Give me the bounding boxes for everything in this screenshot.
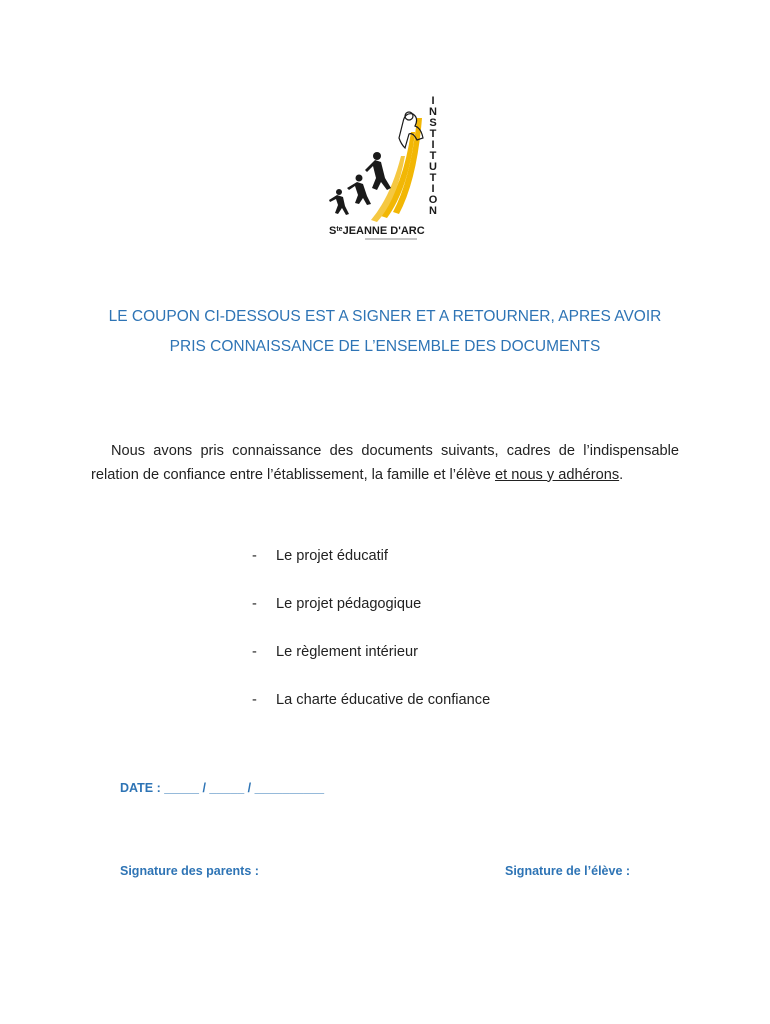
svg-text:T: T bbox=[429, 128, 437, 140]
svg-text:I: I bbox=[431, 139, 435, 151]
svg-text:O: O bbox=[428, 194, 438, 206]
title-line-1: LE COUPON CI-DESSOUS EST A SIGNER ET A RETOURNER, APRES AVOIR bbox=[108, 308, 662, 325]
list-item bbox=[252, 644, 490, 692]
paragraph-underlined: et nous y adhérons bbox=[494, 466, 620, 483]
institution-logo bbox=[325, 92, 443, 244]
svg-text:T: T bbox=[429, 150, 437, 162]
svg-text:N: N bbox=[429, 106, 437, 118]
list-bullet: - bbox=[252, 644, 257, 660]
list-bullet: - bbox=[252, 692, 257, 708]
list-item bbox=[252, 692, 490, 740]
title-line-2: PRIS CONNAISSANCE DE L’ENSEMBLE DES DOCUMENTS bbox=[169, 338, 601, 355]
logo-name-text: $S^{te}JEANNE$ D'ARC bbox=[329, 225, 425, 237]
list-item bbox=[252, 596, 490, 644]
svg-text:S: S bbox=[429, 117, 437, 129]
paragraph-text: Nous avons pris connaissance des documents suivants, cadres de l’indispensable relation de confiance entre l’établissement, la famille et l’élève bbox=[91, 443, 679, 483]
svg-text:I: I bbox=[431, 183, 435, 195]
list-item-label: Le projet pédagogique bbox=[276, 596, 422, 612]
list-bullet: - bbox=[252, 548, 257, 564]
svg-text:U: U bbox=[429, 161, 437, 173]
signature-parents-label: Signature des parents : bbox=[120, 864, 259, 878]
documents-list bbox=[252, 548, 490, 740]
svg-text:T: T bbox=[429, 172, 437, 184]
logo-vertical-text bbox=[429, 95, 438, 217]
svg-text:I: I bbox=[431, 95, 435, 107]
list-item-label: Le projet éducatif bbox=[276, 548, 388, 564]
list-item-label: La charte éducative de confiance bbox=[276, 692, 491, 708]
intro-paragraph bbox=[91, 440, 679, 487]
svg-text:N: N bbox=[429, 205, 437, 217]
list-bullet: - bbox=[252, 596, 257, 612]
document-title bbox=[60, 302, 710, 362]
list-item-label: Le règlement intérieur bbox=[276, 644, 418, 660]
date-field[interactable]: DATE : _____ / _____ / __________ bbox=[120, 781, 325, 795]
list-item bbox=[252, 548, 490, 596]
paragraph-end: . bbox=[619, 466, 624, 483]
signature-eleve-label: Signature de l’élève : bbox=[505, 864, 631, 878]
